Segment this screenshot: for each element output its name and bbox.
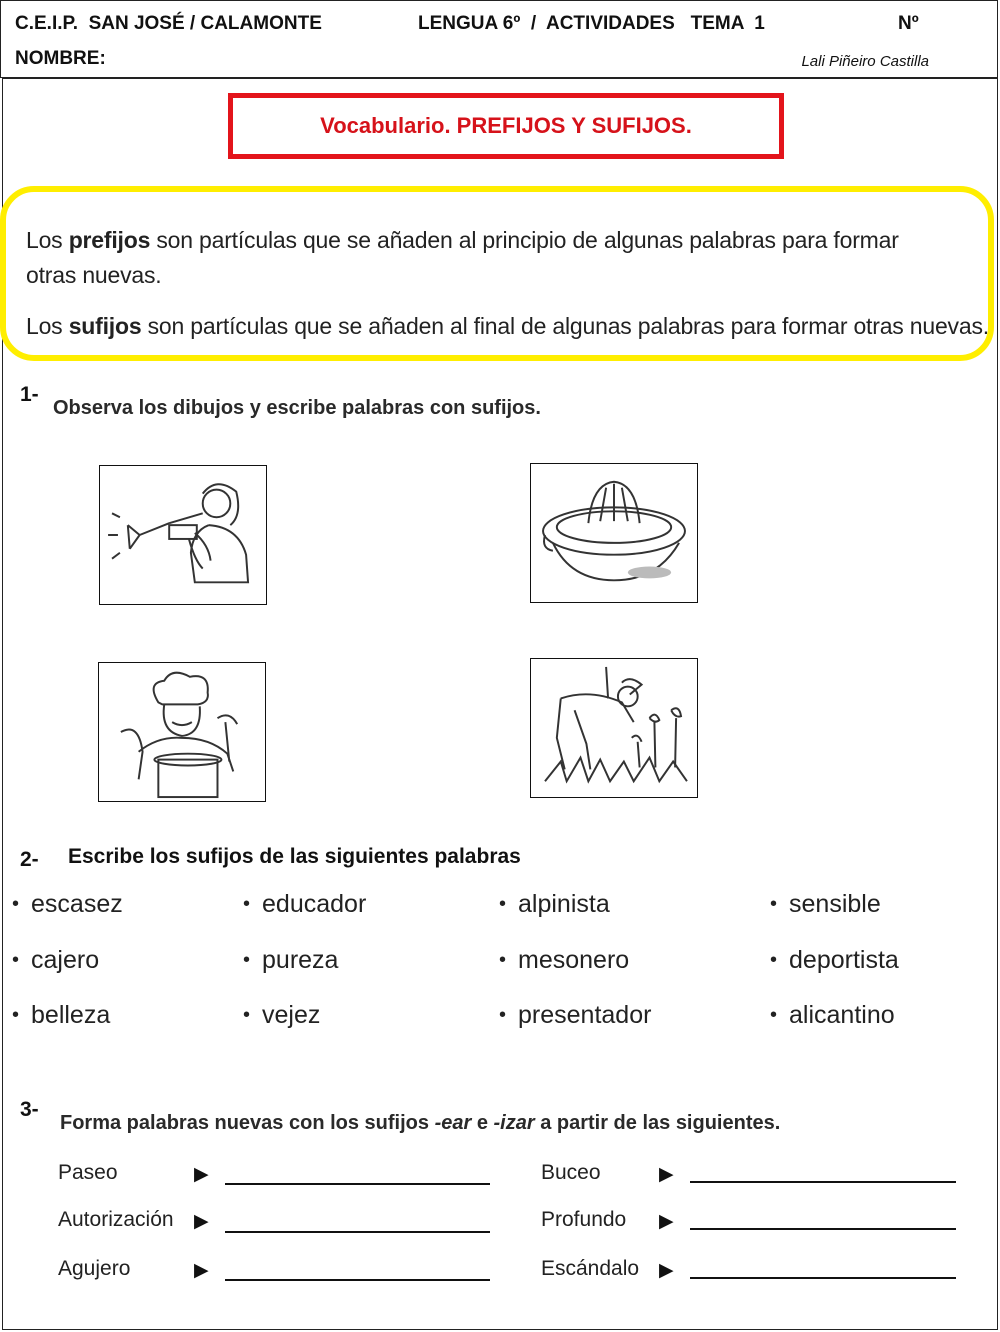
list-item: • escasez [12, 890, 123, 918]
word-text: cajero [31, 946, 100, 974]
exercise-3-instruction [60, 1112, 780, 1135]
list-item: • deportista [770, 946, 899, 974]
trumpet-player-icon [99, 465, 267, 605]
worksheet-header [0, 0, 998, 78]
page-title: Vocabulario. PREFIJOS Y SUFIJOS. [320, 113, 692, 138]
exercise-word: Autorización [58, 1208, 174, 1231]
exercise-word: Profundo [541, 1208, 627, 1231]
gardener-icon [530, 658, 698, 798]
prefix-definition-cont: otras nuevas. [26, 262, 162, 288]
instruction-text: Forma palabras nuevas con los sufijos [60, 1112, 435, 1134]
arrow-icon: ▶ [194, 1211, 209, 1232]
answer-blank[interactable] [690, 1228, 956, 1230]
suffix-term: sufijos [68, 313, 142, 339]
list-item: • educador [243, 890, 367, 918]
chef-icon [98, 662, 266, 802]
list-item: • presentador [499, 1001, 652, 1029]
list-item: • mesonero [499, 946, 630, 974]
word-text: presentador [518, 1001, 652, 1029]
def-text: son partículas que se añaden al principio de algunas palabras para formar [150, 227, 899, 253]
answer-blank[interactable] [690, 1277, 956, 1279]
list-item: • cajero [12, 946, 100, 974]
number-label: Nº [898, 13, 919, 34]
exercise-word: Buceo [541, 1161, 601, 1184]
definition-box [0, 186, 994, 361]
word-text: pureza [262, 946, 339, 974]
arrow-icon: ▶ [194, 1260, 209, 1281]
exercise-1-number: 1- [20, 383, 39, 406]
title-box [228, 93, 784, 159]
author-credit: Lali Piñeiro Castilla [801, 53, 929, 70]
list-item: • alicantino [770, 1001, 895, 1029]
exercise-word: Escándalo [541, 1257, 640, 1280]
def-text: son partículas que se añaden al final de algunas palabras para formar otras nuevas. [141, 313, 989, 339]
answer-blank[interactable] [690, 1181, 956, 1183]
suffix-izar: -izar [493, 1112, 535, 1134]
exercise-1-instruction: Observa los dibujos y escribe palabras con sufijos. [53, 397, 541, 419]
arrow-icon: ▶ [659, 1211, 674, 1232]
list-item: • belleza [12, 1001, 111, 1029]
suffix-ear: -ear [434, 1112, 472, 1134]
instruction-text: e [471, 1112, 494, 1134]
exercise-word: Paseo [58, 1161, 118, 1184]
arrow-icon: ▶ [659, 1260, 674, 1281]
word-text: mesonero [518, 946, 630, 974]
name-label: NOMBRE: [15, 48, 106, 69]
suffix-definition [26, 313, 989, 340]
word-text: sensible [789, 890, 881, 918]
list-item: • pureza [243, 946, 339, 974]
school-name: C.E.I.P. SAN JOSÉ / CALAMONTE [15, 13, 322, 34]
def-text: Los [26, 313, 69, 339]
list-item: • alpinista [499, 890, 610, 918]
word-text: alpinista [518, 890, 610, 918]
arrow-icon: ▶ [194, 1164, 209, 1185]
prefix-term: prefijos [68, 227, 151, 253]
prefix-definition [26, 227, 899, 254]
answer-blank[interactable] [225, 1183, 490, 1185]
word-text: educador [262, 890, 367, 918]
exercise-2-instruction: Escribe los sufijos de las siguientes palabras [68, 845, 521, 868]
instruction-text: a partir de las siguientes. [534, 1112, 781, 1134]
exercise-3-number: 3- [20, 1098, 39, 1121]
def-text: Los [26, 227, 69, 253]
list-item: • vejez [243, 1001, 321, 1029]
word-text: alicantino [789, 1001, 895, 1029]
answer-blank[interactable] [225, 1279, 490, 1281]
word-text: belleza [31, 1001, 111, 1029]
answer-blank[interactable] [225, 1231, 490, 1233]
word-text: deportista [789, 946, 899, 974]
word-text: escasez [31, 890, 123, 918]
word-text: vejez [262, 1001, 321, 1029]
exercise-2-number: 2- [20, 848, 39, 871]
arrow-icon: ▶ [659, 1164, 674, 1185]
subject-label: LENGUA 6º / ACTIVIDADES TEMA 1 [418, 13, 765, 34]
list-item: • sensible [770, 890, 881, 918]
juicer-icon [530, 463, 698, 603]
exercise-word: Agujero [58, 1257, 131, 1280]
